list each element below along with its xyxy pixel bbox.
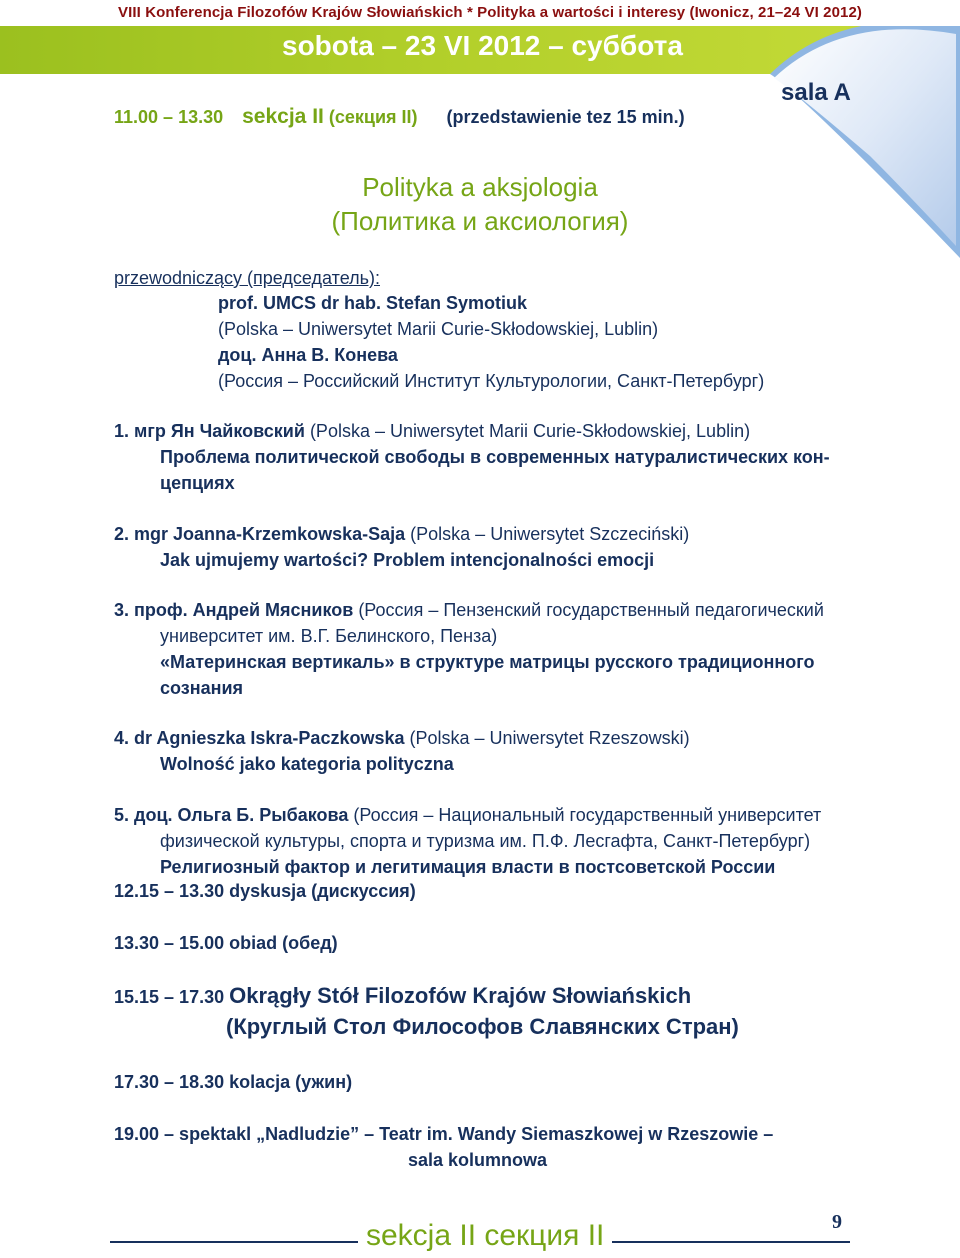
talk-item bbox=[114, 802, 821, 828]
talk-speaker: проф. Андрей Мясников bbox=[134, 600, 354, 620]
session-time: 11.00 – 13.30 bbox=[114, 107, 224, 127]
talk-title: Религиозный фактор и легитимация власти в постсоветской России bbox=[160, 857, 776, 877]
date-title: sobota – 23 VI 2012 – суббота bbox=[282, 30, 683, 61]
talk-item bbox=[114, 521, 689, 547]
conference-title: VIII Konferencja Filozofów Krajów Słowiańskich * Polityka a wartości i interesy (Iwonicz, 21–24 VI 2012) bbox=[118, 4, 862, 21]
talk-item bbox=[114, 418, 750, 444]
roundtable-slot bbox=[114, 983, 691, 1010]
talk-item bbox=[114, 597, 824, 623]
dinner-slot: 17.30 – 18.30 kolacja (ужин) bbox=[114, 1072, 353, 1092]
roundtable-title-pl: Okrągły Stół Filozofów Krajów Słowiańskich bbox=[229, 983, 692, 1008]
session-line bbox=[114, 104, 685, 130]
talk-speaker: мгр Ян Чайковский bbox=[134, 421, 305, 441]
talk-speaker: dr Agnieszka Iskra-Paczkowska bbox=[134, 728, 405, 748]
session-name-ru: (секция II) bbox=[328, 107, 418, 127]
talk-affiliation: (Polska – Uniwersytet Szczeciński) bbox=[410, 524, 690, 544]
session-name: sekcja II bbox=[242, 105, 324, 128]
roundtable-title-ru: (Круглый Стол Философов Славянских Стран) bbox=[226, 1014, 739, 1039]
talk-number: 3. bbox=[114, 600, 130, 620]
theatre-room: sala kolumnowa bbox=[408, 1150, 548, 1170]
conference-header bbox=[0, 0, 960, 26]
footer-section-title: sekcja II секция II bbox=[358, 1219, 612, 1253]
talk-title: Wolność jako kategoria polityczna bbox=[160, 754, 454, 774]
talk-speaker: mgr Joanna-Krzemkowska-Saja bbox=[134, 524, 406, 544]
talk-speaker: доц. Ольга Б. Рыбакова bbox=[134, 805, 349, 825]
topic-title-pl: Polityka a aksjologia bbox=[362, 172, 598, 202]
roundtable-time: 15.15 – 17.30 bbox=[114, 987, 225, 1007]
talk-title: Jak ujmujemy wartości? Problem intencjonalności emocji bbox=[160, 550, 655, 570]
topic-title-ru: (Политика и аксиология) bbox=[331, 206, 629, 236]
talk-number: 2. bbox=[114, 524, 130, 544]
talk-title-cont: сознания bbox=[160, 678, 244, 698]
chair-name: prof. UMCS dr hab. Stefan Symotiuk bbox=[218, 293, 528, 313]
talk-affiliation: (Polska – Uniwersytet Marii Curie-Skłodowskiej, Lublin) bbox=[309, 421, 751, 441]
discussion-slot: 12.15 – 13.30 dyskusja (дискуссия) bbox=[114, 881, 416, 901]
talk-item bbox=[114, 725, 690, 751]
talk-affiliation: (Россия – Пензенский государственный педагогический bbox=[358, 600, 824, 620]
talk-affiliation: (Polska – Uniwersytet Rzeszowski) bbox=[409, 728, 690, 748]
room-label: sala A bbox=[781, 79, 851, 106]
chair-affiliation: (Россия – Российский Институт Культурологии, Санкт-Петербург) bbox=[218, 371, 765, 391]
talk-number: 4. bbox=[114, 728, 130, 748]
talk-number: 5. bbox=[114, 805, 130, 825]
talk-title: Проблема политической свободы в современных натуралистических кон- bbox=[160, 447, 830, 467]
session-note: (przedstawienie tez 15 min.) bbox=[446, 107, 685, 127]
chair-name: доц. Анна В. Конева bbox=[218, 345, 398, 365]
page-number: 9 bbox=[832, 1211, 842, 1233]
chair-affiliation: (Polska – Uniwersytet Marii Curie-Skłodowskiej, Lublin) bbox=[218, 319, 659, 339]
theatre-slot: 19.00 – spektakl „Nadludzie” – Teatr im. Wandy Siemaszkowej w Rzeszowie – bbox=[114, 1124, 774, 1144]
talk-affiliation-cont: физической культуры, спорта и туризма им. П.Ф. Лесгафта, Санкт-Петербург) bbox=[160, 831, 811, 851]
talk-affiliation-cont: университет им. В.Г. Белинского, Пенза) bbox=[160, 626, 498, 646]
chairs-label: przewodniczący (председатель): bbox=[114, 268, 380, 288]
lunch-slot: 13.30 – 15.00 obiad (обед) bbox=[114, 933, 338, 953]
talk-number: 1. bbox=[114, 421, 130, 441]
talk-affiliation: (Россия – Национальный государственный университет bbox=[353, 805, 822, 825]
talk-title: «Материнская вертикаль» в структуре матрицы русского традиционного bbox=[160, 652, 815, 672]
talk-title-cont: цепциях bbox=[160, 473, 235, 493]
